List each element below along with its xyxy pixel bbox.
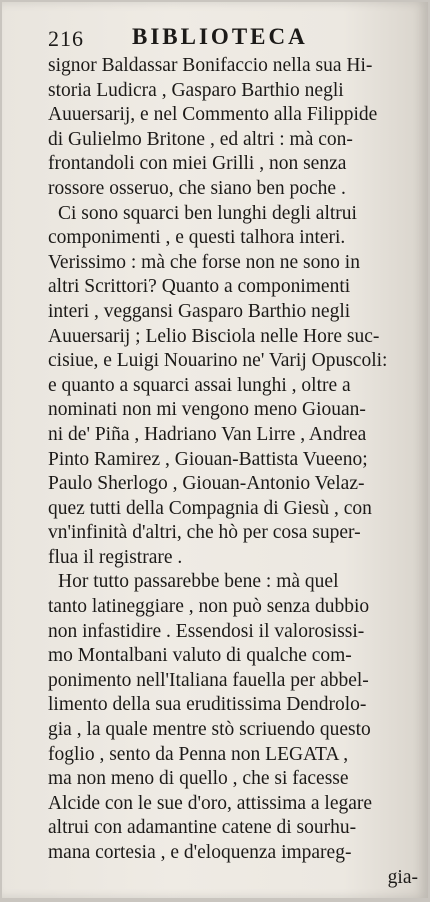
text-line: mana cortesia , e d'eloquenza impareg- — [48, 842, 352, 863]
catchword: gia- — [387, 866, 418, 888]
text-line: signor Baldassar Bonifaccio nella sua Hi- — [48, 55, 373, 76]
text-line: Paulo Sherlogo , Giouan-Antonio Velaz- — [48, 473, 365, 495]
text-line: altri Scrittori? Quanto a componimenti — [48, 276, 351, 298]
running-head: BIBLIOTECA — [132, 24, 308, 49]
text-line: flua il registrare . — [48, 546, 183, 568]
text-line: quez tutti della Compagnia di Giesù , con — [48, 497, 372, 519]
text-line: gia , la quale mentre stò scriuendo questo — [48, 719, 371, 741]
text-line: tanto latineggiare , non può senza dubbio — [48, 596, 370, 618]
text-line: vn'infinità d'altri, che hò per cosa super- — [48, 522, 361, 544]
text-line: nominati non mi vengono meno Giouan- — [48, 399, 366, 421]
text-line: di Gulielmo Britone , ed altri : mà con- — [48, 128, 353, 150]
text-line: limento della sua eruditissima Dendrolo- — [48, 694, 367, 716]
book-page — [2, 2, 428, 898]
text-line: ma non meno di quello , che si facesse — [48, 768, 349, 790]
text-line: storia Ludicra , Gasparo Barthio negli — [48, 79, 344, 101]
text-line: ni de' Piña , Hadriano Van Lirre , Andrea — [48, 423, 367, 445]
paragraph-start-line: Ci sono squarci ben lunghi degli altrui — [58, 202, 357, 224]
text-line: rossore osseruo, che siano ben poche . — [48, 177, 346, 199]
text-line: cisiue, e Luigi Nouarino ne' Varij Opuscoli: — [48, 350, 388, 372]
text-line: Pinto Ramirez , Giouan-Battista Vueeno; — [48, 448, 368, 470]
text-line: frontandoli con miei Grilli , non senza — [48, 153, 347, 175]
text-line: Auuersarij, e nel Commento alla Filippide — [48, 104, 378, 126]
text-line: Alcide con le sue d'oro, attissima a legare — [48, 792, 373, 814]
text-line: altrui con adamantine catene di sourhu- — [48, 817, 357, 839]
text-line: mo Montalbani valuto di qualche com- — [48, 645, 352, 667]
text-line: e quanto a squarci assai lunghi , oltre a — [48, 374, 351, 396]
text-line: non infastidire . Essendosi il valorosissi- — [48, 620, 365, 642]
text-line: componimenti , e questi talhora interi. — [48, 227, 346, 249]
text-line: Auuersarij ; Lelio Bisciola nelle Hore suc- — [48, 325, 380, 347]
page-number: 216 — [48, 26, 84, 51]
text-line: foglio , sento da Penna non LEGATA , — [48, 743, 349, 765]
text-line: Verissimo : mà che forse non ne sono in — [48, 251, 360, 273]
paragraph-start-line: Hor tutto passarebbe bene : mà quel — [58, 571, 339, 593]
text-line: ponimento nell'Italiana fauella per abbel- — [48, 669, 369, 691]
page-header — [48, 24, 388, 52]
body-text — [48, 54, 422, 890]
text-line: interi , veggansi Gasparo Barthio negli — [48, 300, 351, 322]
